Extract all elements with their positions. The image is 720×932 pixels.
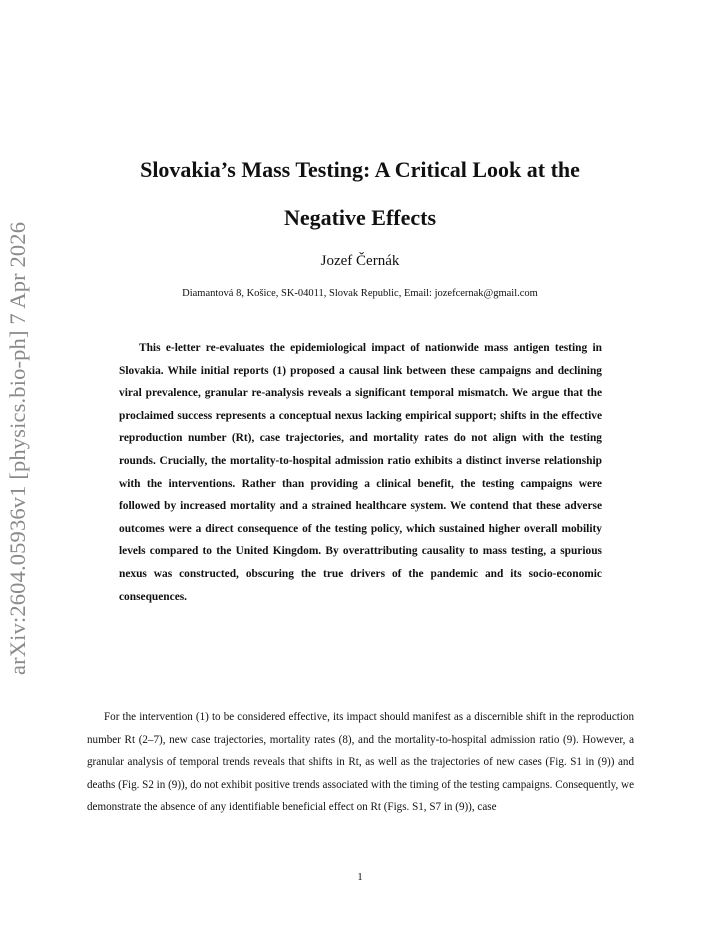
author-name: Jozef Černák [320, 253, 400, 269]
paper-title: Slovakia’s Mass Testing: A Critical Look at the Negative Effects [140, 157, 580, 230]
page-number: 1 [357, 871, 363, 883]
body-paragraph: For the intervention (1) to be considered effective, its impact should manifest as a discernible shift in the reproduction number Rt (2–7), new case trajectories, mortality rates (8), and the mortality-to-hospital admission ratio (9). However, a granular analysis of temporal trends reveals that shifts in Rt, as well as the trajectories of new cases (Fig. S1 in (9)) and deaths (Fig. S2 in (9)), do not exhibit positive trends associated with the timing of the testing campaigns. Consequently, we demonstrate the absence of any identifiable beneficial effect on Rt (Figs. S1, S7 in (9)), case [87, 711, 634, 813]
author-affiliation: Diamantová 8, Košice, SK-04011, Slovak Republic, Email: jozefcernak@gmail.com [182, 288, 538, 299]
abstract: This e-letter re-evaluates the epidemiological impact of nationwide mass antigen testing in Slovakia. While initial reports (1) proposed a causal link between these campaigns and declining viral prevalence, granular re-analysis reveals a significant temporal mismatch. We argue that the proclaimed success represents a conceptual nexus lacking empirical support; shifts in the effective reproduction number (Rt), case trajectories, and mortality rates do not align with the testing rounds. Crucially, the mortality-to-hospital admission ratio exhibits a distinct inverse relationship with the interventions. Rather than providing a clinical benefit, the testing campaigns were followed by increased mortality and a strained healthcare system. We contend that these adverse outcomes were a direct consequence of the testing policy, which sustained higher overall mobility levels compared to the United Kingdom. By overattributing causality to mass testing, a spurious nexus was constructed, obscuring the true drivers of the pandemic and its socio-economic consequences. [119, 342, 602, 603]
arxiv-identifier-stamp: arXiv:2604.05936v1 [physics.bio-ph] 7 Apr 2026 [5, 221, 30, 675]
